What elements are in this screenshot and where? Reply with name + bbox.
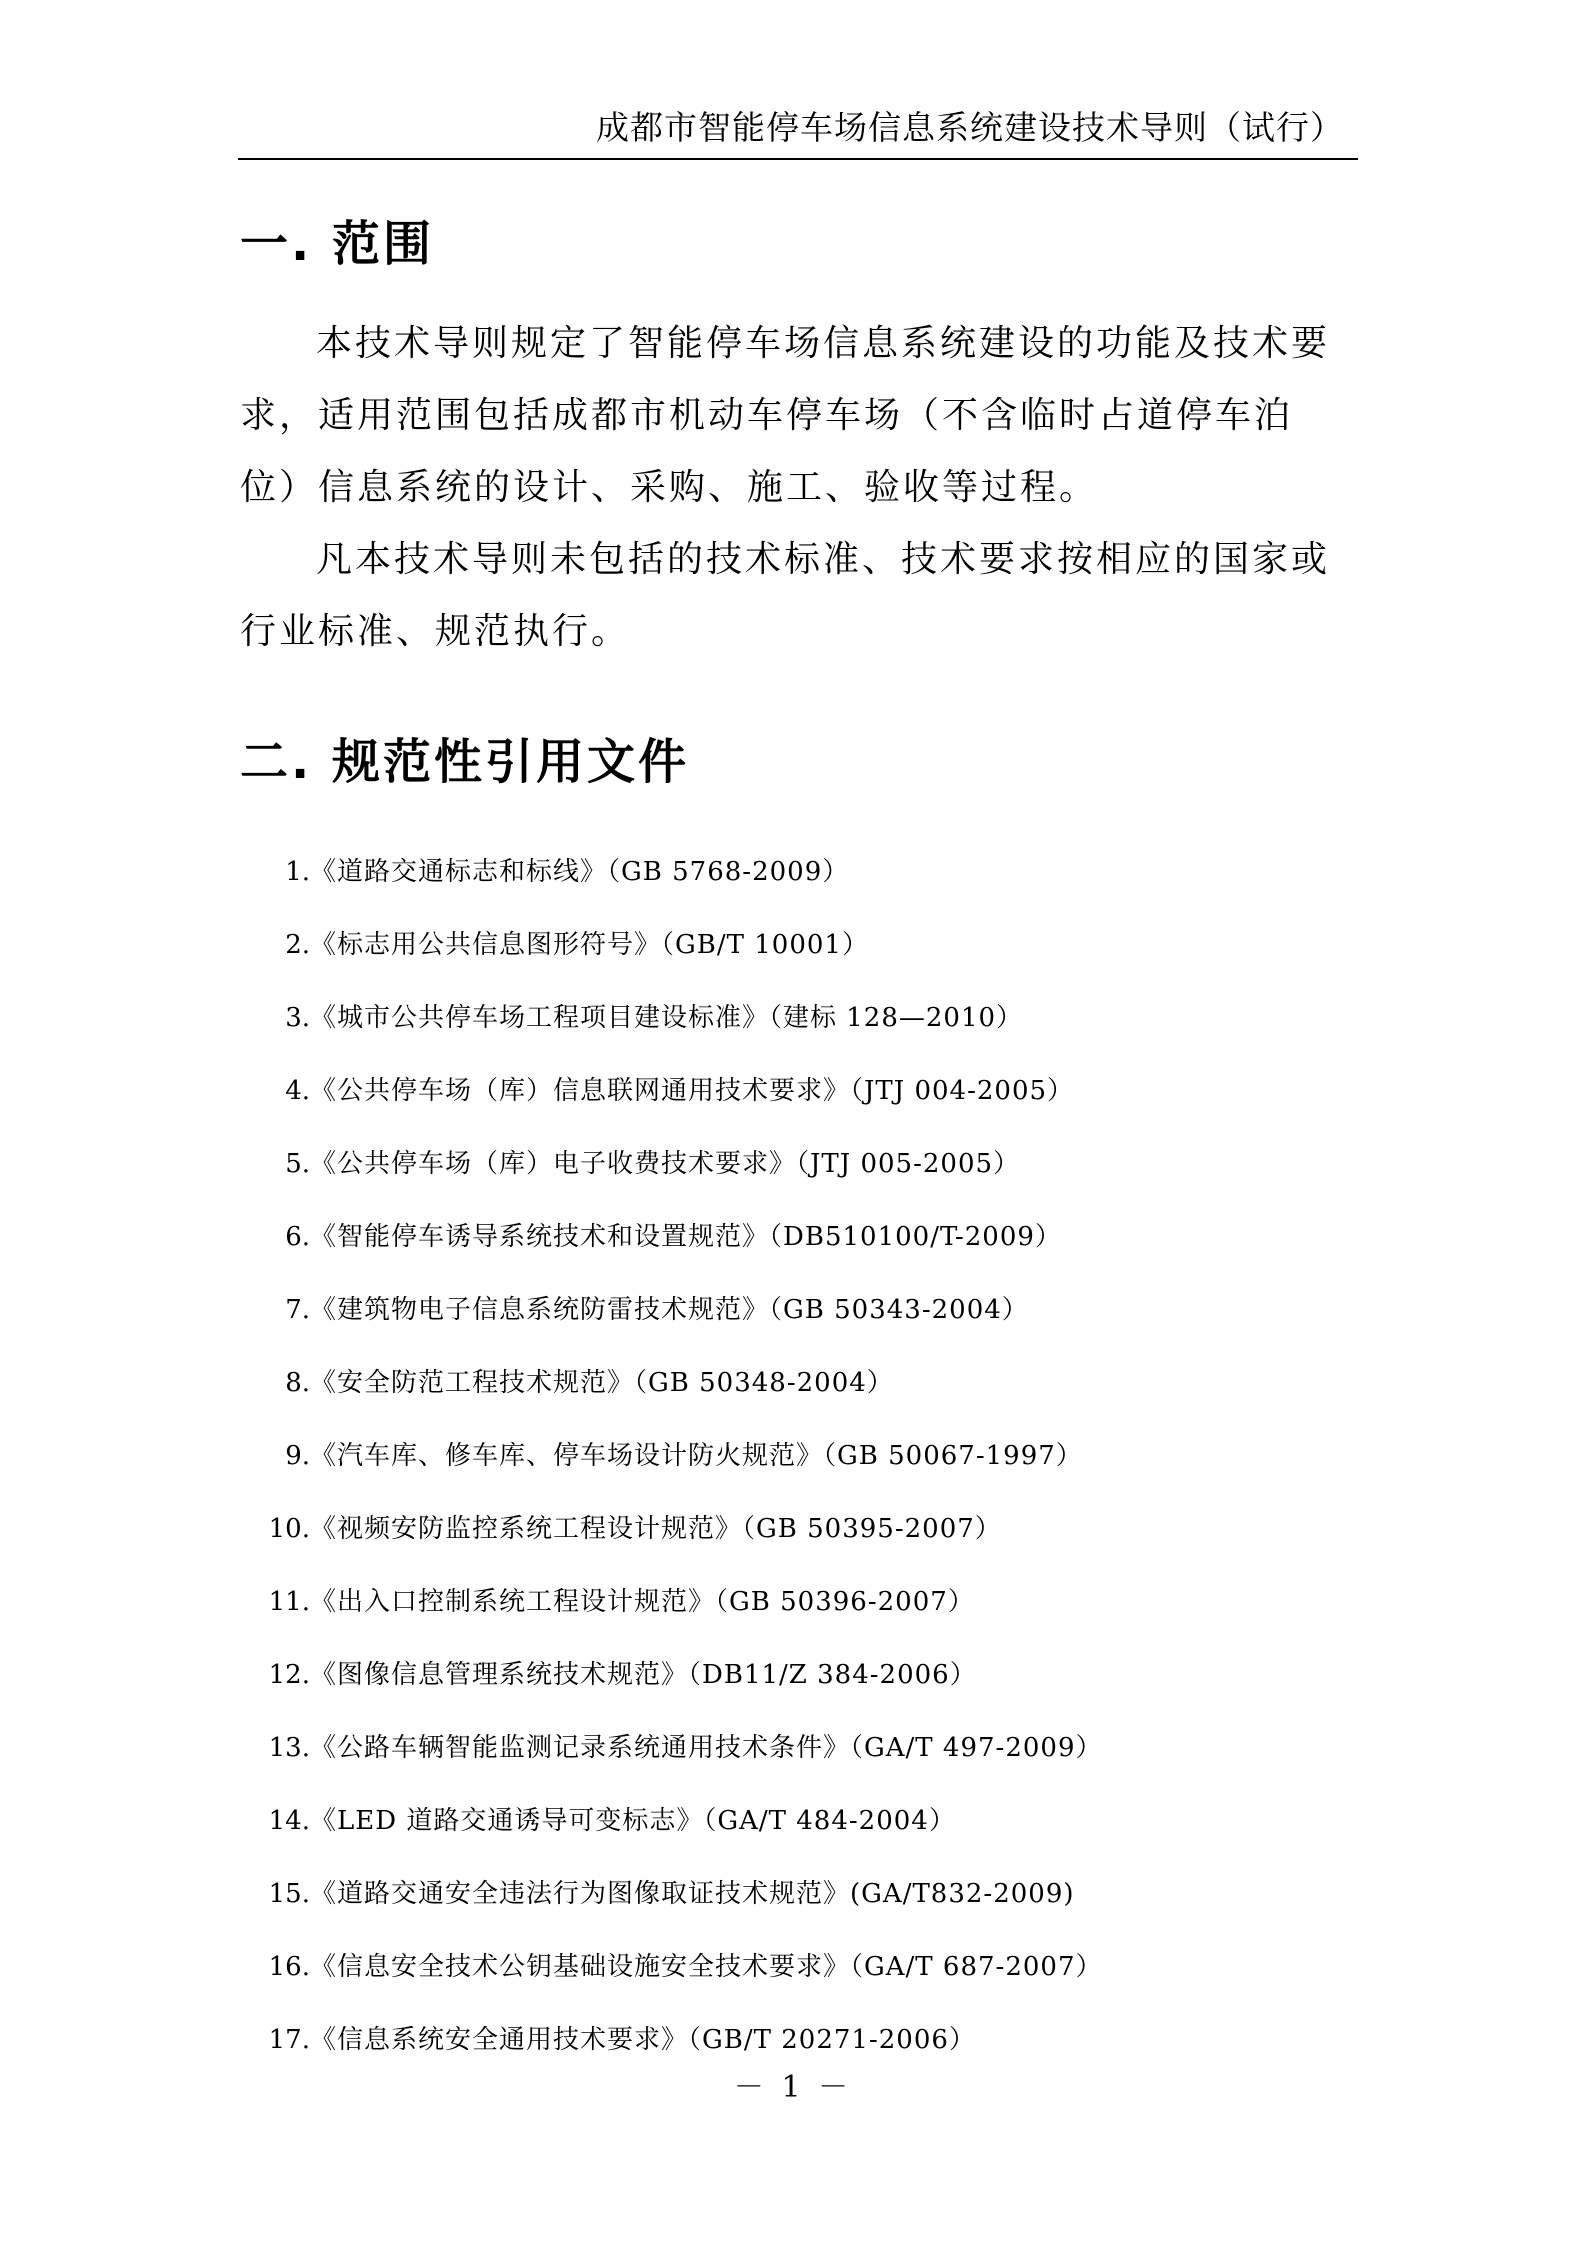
- reference-number: 9.: [285, 1441, 310, 1471]
- reference-number: 2.: [285, 930, 310, 960]
- reference-text: 《建筑物电子信息系统防雷技术规范》（GB 50343-2004）: [310, 1295, 1029, 1325]
- reference-item: [240, 1055, 1360, 1128]
- reference-number: 13.: [268, 1733, 310, 1763]
- reference-item: [240, 1566, 1360, 1639]
- reference-number: 17.: [268, 2025, 310, 2055]
- reference-item: [240, 1785, 1360, 1858]
- reference-number: 4.: [285, 1076, 310, 1106]
- reference-text: 《公共停车场（库）电子收费技术要求》（JTJ 005-2005）: [310, 1149, 1021, 1179]
- reference-number: 5.: [285, 1149, 310, 1179]
- reference-list: [240, 836, 1360, 2077]
- section-heading-scope: 一. 范围: [240, 216, 434, 272]
- reference-text: 《信息安全技术公钥基础设施安全技术要求》（GA/T 687-2007）: [310, 1952, 1103, 1982]
- reference-number: 12.: [268, 1660, 310, 1690]
- reference-text: 《公共停车场（库）信息联网通用技术要求》（JTJ 004-2005）: [310, 1076, 1075, 1106]
- reference-item: [240, 1128, 1360, 1201]
- reference-text: 《道路交通安全违法行为图像取证技术规范》(GA/T832-2009): [310, 1879, 1075, 1909]
- page-number: － 1 －: [733, 2070, 853, 2105]
- reference-number: 3.: [285, 1003, 310, 1033]
- reference-number: 7.: [285, 1295, 310, 1325]
- reference-item: [240, 1639, 1360, 1712]
- reference-item: [240, 1274, 1360, 1347]
- reference-text: 《视频安防监控系统工程设计规范》（GB 50395-2007）: [310, 1514, 1002, 1544]
- reference-text: 《城市公共停车场工程项目建设标准》（建标 128—2010）: [310, 1003, 1024, 1033]
- reference-text: 《信息系统安全通用技术要求》（GB/T 20271-2006）: [310, 2025, 976, 2055]
- reference-text: 《出入口控制系统工程设计规范》（GB 50396-2007）: [310, 1587, 975, 1617]
- reference-item: [240, 1201, 1360, 1274]
- reference-item: [240, 1347, 1360, 1420]
- reference-item: [240, 1931, 1360, 2004]
- reference-item: [240, 1420, 1360, 1493]
- reference-number: 8.: [285, 1368, 310, 1398]
- section-heading-references: 二. 规范性引用文件: [240, 734, 689, 790]
- reference-item: [240, 1712, 1360, 1785]
- reference-number: 6.: [285, 1222, 310, 1252]
- running-header: 成都市智能停车场信息系统建设技术导则（试行）: [596, 108, 1344, 147]
- header-rule: [238, 158, 1358, 160]
- reference-text: 《智能停车诱导系统技术和设置规范》（DB510100/T-2009）: [310, 1222, 1062, 1252]
- scope-paragraph-2: 凡本技术导则未包括的技术标准、技术要求按相应的国家或行业标准、规范执行。: [240, 539, 1331, 652]
- reference-item: [240, 2004, 1360, 2077]
- reference-text: 《汽车库、修车库、停车场设计防火规范》（GB 50067-1997）: [310, 1441, 1083, 1471]
- reference-number: 1.: [285, 857, 310, 887]
- reference-item: [240, 909, 1360, 982]
- scope-paragraph-1: 本技术导则规定了智能停车场信息系统建设的功能及技术要求，适用范围包括成都市机动车停车场（不含临时占道停车泊位）信息系统的设计、采购、施工、验收等过程。: [240, 323, 1331, 508]
- reference-number: 14.: [268, 1806, 310, 1836]
- reference-number: 10.: [268, 1514, 310, 1544]
- reference-number: 16.: [268, 1952, 310, 1982]
- reference-item: [240, 836, 1360, 909]
- reference-item: [240, 1493, 1360, 1566]
- reference-text: 《图像信息管理系统技术规范》（DB11/Z 384-2006）: [310, 1660, 977, 1690]
- reference-item: [240, 1858, 1360, 1931]
- reference-text: 《标志用公共信息图形符号》（GB/T 10001）: [310, 930, 869, 960]
- reference-text: 《LED 道路交通诱导可变标志》（GA/T 484-2004）: [310, 1806, 956, 1836]
- reference-number: 15.: [268, 1879, 310, 1909]
- reference-text: 《公路车辆智能监测记录系统通用技术条件》（GA/T 497-2009）: [310, 1733, 1103, 1763]
- reference-text: 《道路交通标志和标线》（GB 5768-2009）: [310, 857, 850, 887]
- reference-text: 《安全防范工程技术规范》（GB 50348-2004）: [310, 1368, 894, 1398]
- reference-number: 11.: [268, 1587, 310, 1617]
- reference-item: [240, 982, 1360, 1055]
